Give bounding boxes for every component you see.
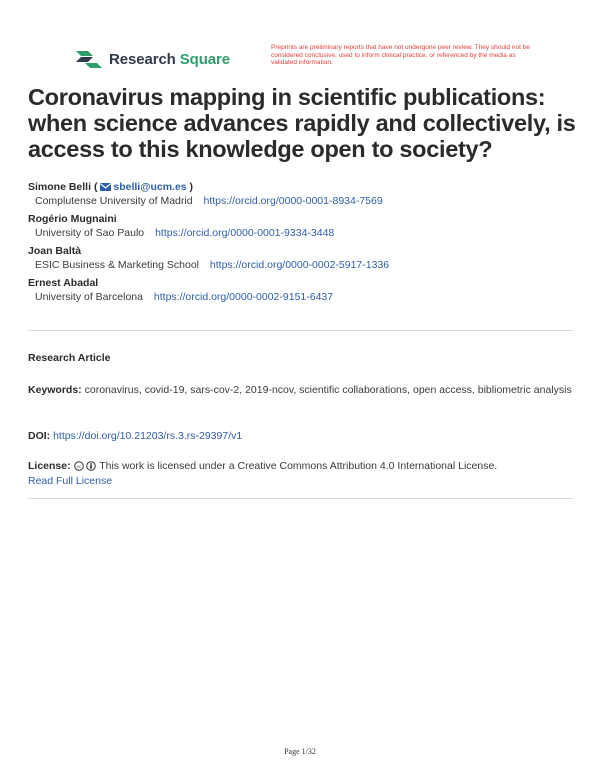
author-entry [28,212,578,240]
read-full-license-link[interactable]: Read Full License [28,475,113,487]
logo-word-square: Square [179,50,231,68]
page-number: Page 1/32 [284,747,316,756]
article-title: Coronavirus mapping in scientific publications: when science advances rapidly and collectively, is access to this knowledge open to society? [28,84,576,162]
keywords-section [28,383,576,398]
orcid-link[interactable]: https://orcid.org/0000-0001-9334-3448 [155,227,335,239]
author-email-link[interactable]: sbelli@ucm.es [113,181,187,193]
author-list [28,180,578,308]
orcid-link[interactable]: https://orcid.org/0000-0001-8934-7569 [203,195,383,207]
doi-link[interactable]: https://doi.org/10.21203/rs.3.rs-29397/v1 [53,430,243,442]
divider [28,498,573,499]
author-name: Ernest Abadal [28,277,99,289]
preprint-notice: Preprints are preliminary reports that have not undergone peer review. They should not be considered conclusive, used to inform clinical practice, or referenced by the media as validated information. [271,44,530,66]
keywords-text: coronavirus, covid-19, sars-cov-2, 2019-ncov, scientific collaborations, open access, bibliometric analysis [84,384,572,396]
keywords-label: Keywords: [28,384,82,396]
author-name: Simone Belli [28,181,92,193]
license-label: License: [28,460,71,472]
orcid-link[interactable]: https://orcid.org/0000-0002-9151-6437 [153,291,334,303]
logo-word-research: Research [109,50,176,68]
svg-text:cc: cc [76,463,81,469]
creative-commons-icon [74,461,84,471]
author-affiliation: University of Sao Paulo [35,227,145,239]
divider [28,330,573,331]
research-square-logo-icon [76,49,102,69]
author-affiliation: University of Barcelona [35,291,143,303]
license-text: This work is licensed under a Creative Commons Attribution 4.0 International License. [99,460,498,472]
doi-section [28,429,576,444]
research-square-logo[interactable] [76,49,230,69]
author-name: Joan Baltà [28,245,82,257]
license-section [28,459,576,489]
article-type: Research Article [28,352,111,364]
attribution-icon [86,461,96,471]
email-icon [100,183,111,191]
author-name: Rogério Mugnaini [28,213,117,225]
author-affiliation: ESIC Business & Marketing School [35,259,199,271]
author-entry [28,244,578,272]
author-entry: Simone Belli ( sbelli@ucm.es ) Complutense University of Madrid https://orcid.org/0000-0001-8934-7569 [28,181,383,207]
author-entry [28,276,578,304]
doi-label: DOI: [28,430,51,442]
orcid-link[interactable]: https://orcid.org/0000-0002-5917-1336 [209,259,390,271]
author-affiliation: Complutense University of Madrid [35,195,193,207]
